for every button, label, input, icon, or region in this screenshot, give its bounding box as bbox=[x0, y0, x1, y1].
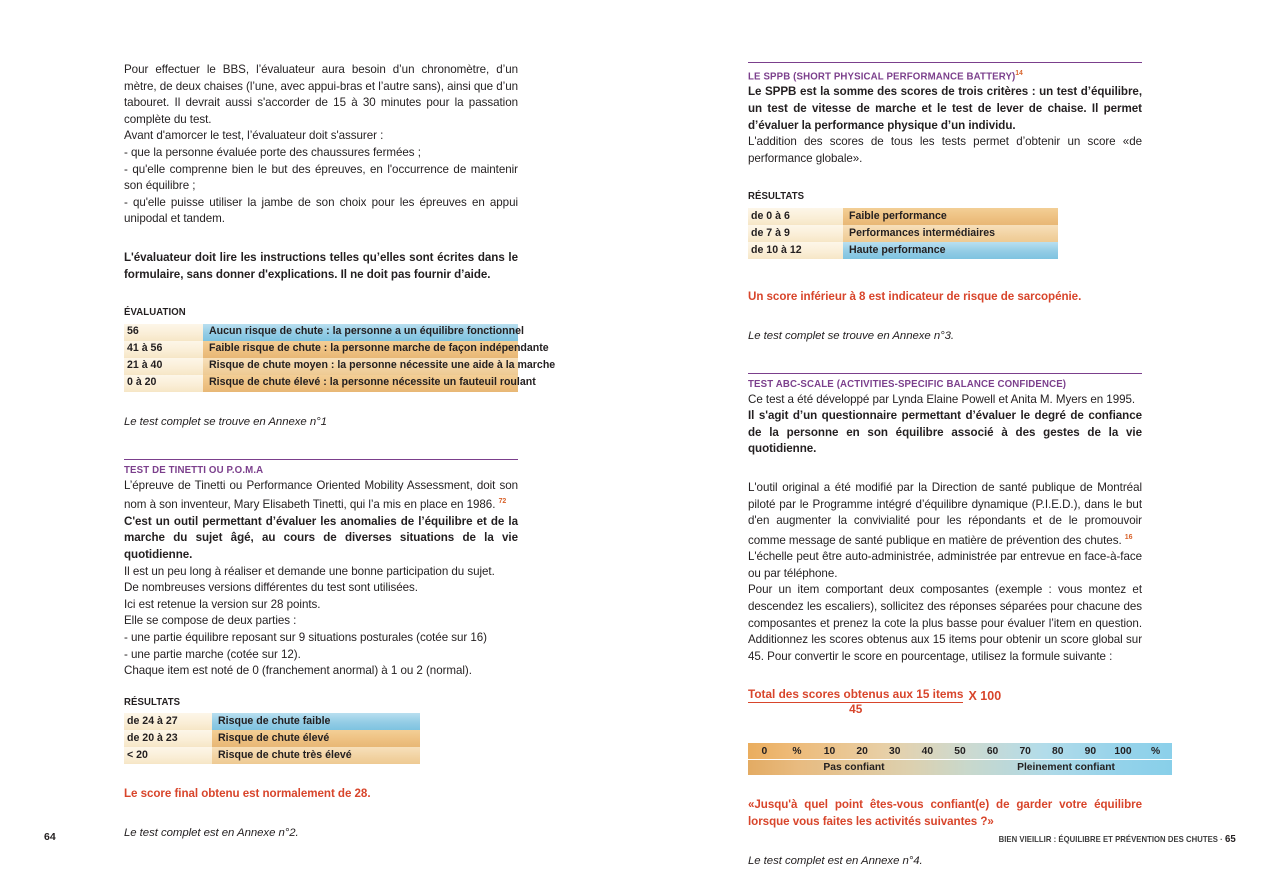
tinetti-paragraph-3: Il est un peu long à réaliser et demande une bonne participation du sujet. bbox=[124, 564, 495, 578]
left-column bbox=[124, 62, 556, 841]
formula-denominator: 45 bbox=[849, 702, 863, 717]
folio-book-title: BIEN VIEILLIR : ÉQUILIBRE ET PRÉVENTION DES CHUTES · bbox=[998, 834, 1223, 844]
table-row bbox=[124, 324, 518, 341]
tinetti-range-0: de 24 à 27 bbox=[124, 713, 212, 730]
confidence-scale bbox=[748, 743, 1172, 775]
section-title-tinetti: TEST DE TINETTI OU P.O.M.A bbox=[124, 464, 264, 476]
section-title-sppb bbox=[748, 67, 1114, 83]
table-row bbox=[124, 341, 518, 358]
annexe-3-note: Le test complet se trouve en Annexe n°3. bbox=[748, 329, 955, 342]
tinetti-paragraph-4: De nombreuses versions différentes du test sont utilisées. bbox=[124, 581, 418, 595]
sppb-desc-2: Haute performance bbox=[843, 242, 1058, 259]
intro-paragraph-2: Avant d'amorcer le test, l’évaluateur doit s'assurer : bbox=[124, 129, 384, 143]
scale-tick-6: 50 bbox=[954, 745, 966, 757]
tinetti-bullet-1: - une partie équilibre reposant sur 9 situations posturales (cotée sur 16) bbox=[124, 630, 487, 644]
eval-range-3: 0 à 20 bbox=[124, 375, 203, 392]
table-row bbox=[124, 713, 420, 730]
abc-p3-text: L'outil original a été modifié par la Direction de santé publique de Montréal piloté par le Programme intégré d’équilibre dynamique (P.I.E.D.), dans le but d'en augmenter la convivialité pour les répondants et de le promouvoir comme message de santé publique en matière de prévention des chutes. bbox=[748, 481, 1142, 547]
scale-tick-3: 20 bbox=[856, 745, 868, 757]
table-row bbox=[124, 375, 518, 392]
confidence-scale-ticks bbox=[748, 743, 1172, 759]
abc-question: «Jusqu'à quel point êtes-vous confiant(e) de garder votre équilibre lorsque vous faites les activités suivantes ?» bbox=[748, 798, 1142, 828]
sppb-title-text: LE SPPB (SHORT PHYSICAL PERFORMANCE BATTERY) bbox=[748, 71, 1016, 83]
tinetti-range-2: < 20 bbox=[124, 747, 212, 764]
sarcopenie-note: Un score inférieur à 8 est indicateur de risque de sarcopénie. bbox=[748, 290, 1082, 304]
scale-tick-5: 40 bbox=[921, 745, 934, 757]
table-row bbox=[124, 747, 420, 764]
eval-desc-1: Faible risque de chute : la personne marche de façon indépendante bbox=[203, 341, 518, 358]
sppb-range-1: de 7 à 9 bbox=[748, 225, 843, 242]
annexe-2-note: Le test complet est en Annexe n°2. bbox=[124, 826, 299, 839]
tinetti-score-note: Le score final obtenu est normalement de 28. bbox=[124, 787, 371, 801]
sppb-results-table bbox=[748, 208, 1058, 259]
footnote-ref-14: 14 bbox=[1015, 70, 1023, 77]
footnote-ref-72: 72 bbox=[498, 498, 507, 506]
section-title-abc: TEST ABC-SCALE (ACTIVITIES-SPECIFIC BALANCE CONFIDENCE) bbox=[748, 378, 1067, 390]
formula-numerator: Total des scores obtenus aux 15 items bbox=[748, 687, 964, 702]
scale-tick-7: 60 bbox=[986, 745, 999, 757]
table-row bbox=[124, 358, 518, 375]
table-row bbox=[748, 242, 1058, 259]
scale-tick-1: % bbox=[792, 745, 802, 757]
section-divider-sppb bbox=[748, 62, 1142, 63]
intro-bullet-2: - qu'elle comprenne bien le but des épreuves, en l'occurrence de maintenir son équilibre ; bbox=[124, 162, 518, 193]
sppb-paragraph-2: L'addition des scores de tous les tests permet d’obtenir un score «de performance globale». bbox=[748, 135, 1142, 165]
sppb-range-0: de 0 à 6 bbox=[748, 208, 843, 225]
formula-fraction bbox=[748, 687, 963, 717]
section-divider-tinetti bbox=[124, 459, 518, 460]
tinetti-paragraph-5: Ici est retenue la version sur 28 points. bbox=[124, 597, 321, 611]
folio-page-number: 65 bbox=[1225, 833, 1236, 845]
folio-page-right bbox=[999, 833, 1236, 845]
tinetti-range-1: de 20 à 23 bbox=[124, 730, 212, 747]
abc-paragraph-4: L'échelle peut être auto-administrée, administrée par entrevue en face-à-face ou par téléphone. bbox=[748, 550, 1142, 580]
scale-tick-11: 100 bbox=[1114, 745, 1132, 757]
evaluation-table bbox=[124, 324, 556, 392]
annexe-4-note: Le test complet est en Annexe n°4. bbox=[748, 854, 923, 867]
tinetti-paragraph-9: Chaque item est noté de 0 (franchement anormal) à 1 ou 2 (normal). bbox=[124, 664, 472, 678]
scale-tick-8: 70 bbox=[1019, 745, 1031, 757]
tinetti-results-table bbox=[124, 713, 420, 764]
tinetti-bullet-2: - une partie marche (cotée sur 12). bbox=[124, 647, 301, 661]
scale-tick-10: 90 bbox=[1084, 745, 1097, 757]
right-column bbox=[748, 62, 1161, 869]
tinetti-desc-0: Risque de chute faible bbox=[212, 713, 420, 730]
tinetti-p1-text: L’épreuve de Tinetti ou Performance Oriented Mobility Assessment, doit son nom à son inventeur, Mary Elisabeth Tinetti, qui l’a mis en place en 1986. bbox=[124, 478, 518, 512]
tinetti-desc-1: Risque de chute élevé bbox=[212, 730, 420, 747]
sppb-paragraph-1: Le SPPB est la somme des scores de trois critères : un test d’équilibre, un test de vitesse de marche et le test de lever de chaise. Il permet d’évaluer la performance physique d’un individu. bbox=[748, 85, 1142, 132]
folio-page-left: 64 bbox=[44, 831, 56, 843]
scale-tick-4: 30 bbox=[889, 745, 901, 757]
intro-paragraph-1: Pour effectuer le BBS, l’évaluateur aura besoin d’un chronomètre, d’un mètre, de deux chaises (l’une, avec appui-bras et l’autre sans), ainsi que d’un tabouret. Il devrait aussi s'accorder de 15 à 30 minutes pour la passation complète du test. bbox=[124, 63, 518, 126]
tinetti-paragraph-6: Elle se compose de deux parties : bbox=[124, 614, 297, 628]
score-formula bbox=[748, 687, 1142, 721]
eval-desc-3: Risque de chute élevé : la personne nécessite un fauteuil roulant bbox=[203, 375, 518, 392]
eval-range-2: 21 à 40 bbox=[124, 358, 203, 375]
sppb-results-label: RÉSULTATS bbox=[748, 191, 805, 203]
tinetti-results-label: RÉSULTATS bbox=[124, 696, 181, 708]
tinetti-paragraph-2: C'est un outil permettant d’évaluer les anomalies de l’équilibre et de la marche du sujet âgé, au cours de diverses situations de la vie quotidienne. bbox=[124, 514, 518, 561]
footnote-ref-16: 16 bbox=[1124, 533, 1133, 541]
scale-tick-9: 80 bbox=[1052, 745, 1064, 757]
tinetti-desc-2: Risque de chute très élevé bbox=[212, 747, 420, 764]
eval-range-1: 41 à 56 bbox=[124, 341, 203, 358]
abc-paragraph-3 bbox=[748, 480, 1142, 549]
eval-range-0: 56 bbox=[124, 324, 203, 341]
sppb-desc-0: Faible performance bbox=[843, 208, 1058, 225]
abc-paragraph-2: Il s'agit d’un questionnaire permettant d’évaluer le degré de confiance de la personne en son équilibre associé à des gestes de la vie quotidienne. bbox=[748, 409, 1142, 456]
evaluation-table-label: ÉVALUATION bbox=[124, 307, 186, 319]
intro-bullet-1: - que la personne évaluée porte des chaussures fermées ; bbox=[124, 145, 421, 159]
scale-tick-2: 10 bbox=[823, 745, 836, 757]
abc-paragraph-5: Pour un item comportant deux composantes (exemple : vous montez et descendez les escaliers), sollicitez des réponses séparées pour chacune des composantes et prenez la cote la plus basse pour évaluer l’item en question. Additionnez les scores obtenus aux 15 items pour obtenir un score global sur 45. Pour convertir le score en pourcentage, utilisez la formule suivante : bbox=[748, 583, 1142, 663]
table-row bbox=[124, 730, 420, 747]
sppb-range-2: de 10 à 12 bbox=[748, 242, 843, 259]
scale-tick-12: % bbox=[1151, 745, 1161, 757]
eval-desc-0: Aucun risque de chute : la personne a un équilibre fonctionnel bbox=[203, 324, 518, 341]
table-row bbox=[748, 208, 1058, 225]
tinetti-paragraph-1 bbox=[124, 478, 518, 514]
scale-tick-0: 0 bbox=[761, 745, 768, 757]
scale-label-high: Pleinement confiant bbox=[1017, 762, 1115, 774]
scale-label-low: Pas confiant bbox=[823, 762, 885, 774]
sppb-desc-1: Performances intermédiaires bbox=[843, 225, 1058, 242]
annexe-1-note: Le test complet se trouve en Annexe n°1 bbox=[124, 415, 327, 428]
section-divider-abc bbox=[748, 373, 1142, 374]
table-row bbox=[748, 225, 1058, 242]
intro-bullet-3: - qu'elle puisse utiliser la jambe de son choix pour les épreuves en appui unipodal et tandem. bbox=[124, 195, 518, 226]
eval-desc-2: Risque de chute moyen : la personne nécessite une aide à la marche bbox=[203, 358, 518, 375]
confidence-scale-labels bbox=[748, 760, 1172, 775]
formula-multiplier: X 100 bbox=[968, 689, 1002, 704]
evaluator-instruction-note: L'évaluateur doit lire les instructions telles qu’elles sont écrites dans le formulaire, sans donner d'explications. Il ne doit pas fournir d’aide. bbox=[124, 250, 518, 281]
abc-paragraph-1: Ce test a été développé par Lynda Elaine Powell et Anita M. Myers en 1995. bbox=[748, 392, 1136, 406]
